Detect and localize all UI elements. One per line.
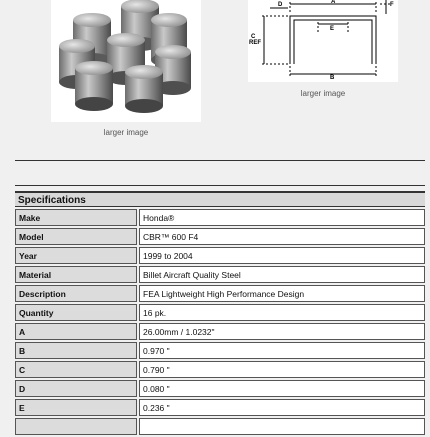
dim-label-f: F: [390, 2, 394, 8]
spec-value: Honda®: [139, 209, 425, 226]
spec-label: A: [15, 323, 137, 340]
bucket-dimension-drawing: [248, 0, 398, 82]
divider: [15, 185, 425, 186]
spec-value: [139, 418, 425, 435]
dim-label-a: A: [331, 0, 336, 5]
spec-row: [15, 209, 425, 226]
spec-row: [15, 285, 425, 302]
spec-value: 26.00mm / 1.0232": [139, 323, 425, 340]
right-image-caption[interactable]: larger image: [300, 89, 346, 98]
spec-row: [15, 247, 425, 264]
spec-row: [15, 228, 425, 245]
spec-row: [15, 399, 425, 416]
spec-row: [15, 380, 425, 397]
spec-label: Material: [15, 266, 137, 283]
dim-label-ref: REF: [249, 40, 261, 46]
dimension-diagram[interactable]: [248, 0, 398, 82]
specifications-heading: Specifications: [15, 191, 425, 207]
left-image-caption[interactable]: larger image: [103, 128, 149, 137]
dim-label-c: C: [251, 34, 256, 40]
spec-value: 1999 to 2004: [139, 247, 425, 264]
spec-row: [15, 266, 425, 283]
spec-label: Year: [15, 247, 137, 264]
spec-value: 16 pk.: [139, 304, 425, 321]
spec-label: C: [15, 361, 137, 378]
spec-row: [15, 323, 425, 340]
valve-buckets-illustration: [51, 0, 201, 122]
spec-label: Model: [15, 228, 137, 245]
spec-value: CBR™ 600 F4: [139, 228, 425, 245]
product-photo[interactable]: [51, 0, 201, 122]
divider: [15, 160, 425, 161]
spec-label: Make: [15, 209, 137, 226]
spec-label: Description: [15, 285, 137, 302]
dim-label-d: D: [278, 2, 283, 8]
dim-label-b: B: [330, 75, 335, 81]
spec-value: Billet Aircraft Quality Steel: [139, 266, 425, 283]
spec-label: [15, 418, 137, 435]
spec-value: 0.080 ": [139, 380, 425, 397]
specifications-table: [15, 207, 425, 437]
spec-row: [15, 342, 425, 359]
dim-label-e: E: [330, 26, 335, 32]
spec-value: FEA Lightweight High Performance Design: [139, 285, 425, 302]
spec-label: B: [15, 342, 137, 359]
spec-label: E: [15, 399, 137, 416]
spec-value: 0.790 ": [139, 361, 425, 378]
spec-value: 0.236 ": [139, 399, 425, 416]
spec-row: [15, 361, 425, 378]
spec-row: [15, 418, 425, 435]
spec-row: [15, 304, 425, 321]
spec-value: 0.970 ": [139, 342, 425, 359]
spec-label: D: [15, 380, 137, 397]
spec-label: Quantity: [15, 304, 137, 321]
